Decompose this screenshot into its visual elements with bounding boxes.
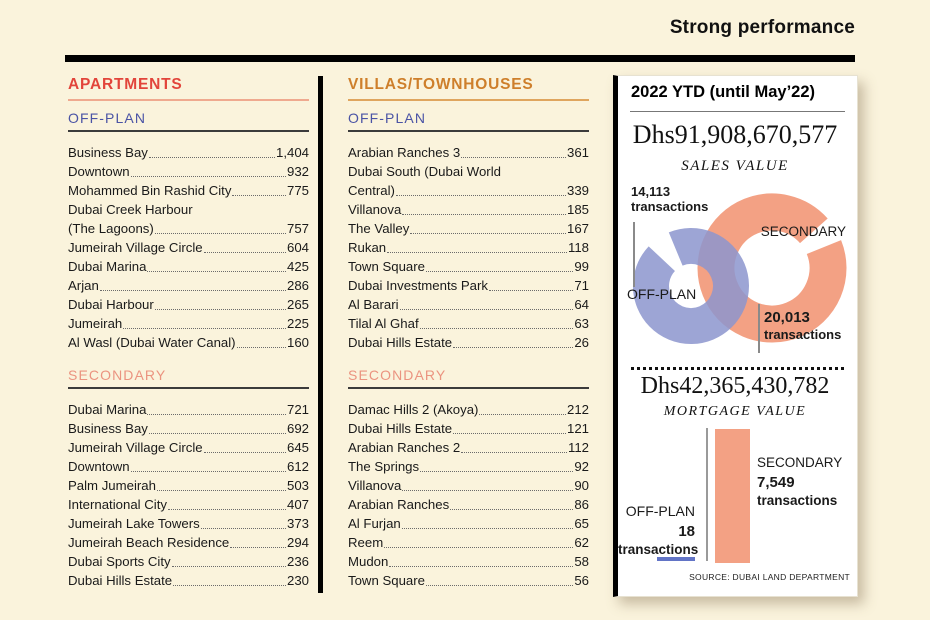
dotted-leader bbox=[232, 195, 286, 196]
area-value: 1,404 bbox=[275, 145, 309, 160]
apartments-title: APARTMENTS bbox=[68, 76, 309, 101]
area-name: Palm Jumeirah bbox=[68, 478, 156, 493]
area-value: 932 bbox=[286, 164, 309, 179]
page-title: Strong performance bbox=[669, 17, 855, 38]
list-item bbox=[68, 162, 309, 181]
panel-title-rule bbox=[630, 111, 845, 112]
mortgage-secondary-unit: transactions bbox=[757, 493, 838, 508]
list-item bbox=[68, 400, 309, 419]
area-value: 112 bbox=[567, 440, 589, 455]
sales-value-amount: Dhs91,908,670,577 bbox=[632, 120, 838, 149]
mortgage-secondary-name: SECONDARY bbox=[757, 455, 843, 470]
area-name: (The Lagoons) bbox=[68, 221, 154, 236]
list-item bbox=[348, 438, 589, 457]
area-value: 160 bbox=[286, 335, 309, 350]
area-name: Mudon bbox=[348, 554, 389, 569]
list-item bbox=[68, 314, 309, 333]
dotted-leader bbox=[400, 309, 574, 310]
offplan-callout-line bbox=[633, 222, 635, 287]
area-value: 121 bbox=[566, 421, 589, 436]
dotted-leader bbox=[410, 233, 566, 234]
area-name: Central) bbox=[348, 183, 395, 198]
area-name: Business Bay bbox=[68, 145, 148, 160]
area-name: Jumeirah Village Circle bbox=[68, 440, 203, 455]
mortgage-offplan-name: OFF-PLAN bbox=[625, 503, 695, 519]
list-item bbox=[68, 276, 309, 295]
list-item bbox=[68, 419, 309, 438]
area-value: 286 bbox=[286, 278, 309, 293]
sales-offplan-unit: transactions bbox=[631, 199, 709, 214]
list-item bbox=[68, 200, 309, 238]
bar-chart-axis bbox=[706, 428, 708, 561]
apartments-offplan-heading: OFF-PLAN bbox=[68, 110, 309, 132]
mortgage-bar-chart bbox=[618, 421, 852, 571]
area-value: 361 bbox=[566, 145, 589, 160]
list-item bbox=[68, 143, 309, 162]
area-value: 294 bbox=[286, 535, 309, 550]
area-name: Arabian Ranches 2 bbox=[348, 440, 461, 455]
area-value: 71 bbox=[574, 278, 589, 293]
villas-secondary-heading: SECONDARY bbox=[348, 367, 589, 389]
area-name: Jumeirah Village Circle bbox=[68, 240, 203, 255]
dotted-leader bbox=[387, 252, 567, 253]
area-name: Jumeirah Beach Residence bbox=[68, 535, 230, 550]
area-name: Tilal Al Ghaf bbox=[348, 316, 419, 331]
area-value: 604 bbox=[286, 240, 309, 255]
villas-offplan-list bbox=[348, 143, 589, 352]
apartments-column bbox=[68, 76, 309, 590]
area-value: 230 bbox=[286, 573, 309, 588]
list-item bbox=[68, 533, 309, 552]
mortgage-secondary-count: 7,549 bbox=[757, 474, 795, 491]
area-value: 212 bbox=[566, 402, 589, 417]
list-item bbox=[68, 514, 309, 533]
list-item bbox=[348, 200, 589, 219]
area-name: Town Square bbox=[348, 259, 425, 274]
list-item bbox=[68, 257, 309, 276]
source-credit: SOURCE: DUBAI LAND DEPARTMENT bbox=[689, 572, 850, 582]
dotted-leader bbox=[157, 490, 286, 491]
dotted-leader bbox=[155, 309, 286, 310]
area-name: Al Furjan bbox=[348, 516, 401, 531]
dotted-separator bbox=[631, 367, 844, 370]
area-name: Business Bay bbox=[68, 421, 148, 436]
area-name: Arabian Ranches bbox=[348, 497, 450, 512]
mortgage-offplan-count: 18 bbox=[678, 523, 695, 540]
apartments-offplan-list bbox=[68, 143, 309, 352]
dotted-leader bbox=[149, 157, 275, 158]
dotted-leader bbox=[402, 528, 574, 529]
dotted-leader bbox=[396, 195, 566, 196]
area-value: 92 bbox=[574, 459, 589, 474]
area-name: Dubai Marina bbox=[68, 402, 147, 417]
area-value: 425 bbox=[286, 259, 309, 274]
ytd-stats-panel bbox=[613, 75, 858, 597]
area-name: Al Barari bbox=[348, 297, 399, 312]
area-value: 63 bbox=[574, 316, 589, 331]
mortgage-secondary-label bbox=[757, 454, 842, 510]
list-item bbox=[68, 333, 309, 352]
list-item bbox=[348, 400, 589, 419]
sales-secondary-name: SECONDARY bbox=[760, 224, 846, 239]
sales-value-label: SALES VALUE bbox=[681, 158, 789, 174]
area-name: Jumeirah bbox=[68, 316, 123, 331]
secondary-callout-line bbox=[758, 304, 760, 353]
list-item bbox=[348, 333, 589, 352]
area-value: 64 bbox=[574, 297, 589, 312]
dotted-leader bbox=[149, 433, 286, 434]
area-value: 65 bbox=[574, 516, 589, 531]
sales-secondary-count-label bbox=[764, 309, 841, 343]
list-item-prefix: Dubai South (Dubai World bbox=[348, 164, 501, 179]
mortgage-offplan-label bbox=[618, 502, 699, 559]
area-value: 407 bbox=[286, 497, 309, 512]
list-item bbox=[348, 276, 589, 295]
list-item bbox=[348, 571, 589, 590]
list-item bbox=[348, 419, 589, 438]
dotted-leader bbox=[479, 414, 566, 415]
area-name: Downtown bbox=[68, 164, 130, 179]
area-value: 373 bbox=[286, 516, 309, 531]
villas-title: VILLAS/TOWNHOUSES bbox=[348, 76, 589, 101]
area-name: Dubai Investments Park bbox=[348, 278, 488, 293]
dotted-leader bbox=[461, 157, 566, 158]
area-value: 612 bbox=[286, 459, 309, 474]
area-name: Rukan bbox=[348, 240, 387, 255]
panel-title: 2022 YTD (until May’22) bbox=[631, 83, 816, 101]
mortgage-value-label: MORTGAGE VALUE bbox=[663, 404, 807, 419]
sales-offplan-count-label bbox=[631, 184, 708, 214]
area-name: International City bbox=[68, 497, 167, 512]
list-item bbox=[348, 162, 589, 200]
list-item bbox=[348, 238, 589, 257]
area-name: The Springs bbox=[348, 459, 420, 474]
apartments-secondary-heading: SECONDARY bbox=[68, 367, 309, 389]
area-name: Dubai Hills Estate bbox=[348, 335, 453, 350]
sales-offplan-count: 14,113 bbox=[631, 184, 671, 199]
dotted-leader bbox=[147, 414, 286, 415]
villas-column bbox=[348, 76, 589, 590]
dotted-leader bbox=[147, 271, 286, 272]
dotted-leader bbox=[420, 328, 574, 329]
dotted-leader bbox=[230, 547, 286, 548]
column-divider bbox=[318, 76, 323, 593]
list-item bbox=[348, 143, 589, 162]
list-item bbox=[348, 514, 589, 533]
list-item bbox=[68, 457, 309, 476]
list-item bbox=[348, 295, 589, 314]
dotted-leader bbox=[453, 347, 573, 348]
area-name: Dubai Harbour bbox=[68, 297, 154, 312]
area-value: 185 bbox=[566, 202, 589, 217]
dotted-leader bbox=[123, 328, 286, 329]
dotted-leader bbox=[453, 433, 566, 434]
headline-rule bbox=[65, 55, 855, 62]
dotted-leader bbox=[420, 471, 573, 472]
area-name: Dubai Marina bbox=[68, 259, 147, 274]
area-name: Dubai Hills Estate bbox=[348, 421, 453, 436]
dotted-leader bbox=[389, 566, 573, 567]
area-name: Town Square bbox=[348, 573, 425, 588]
dotted-leader bbox=[402, 490, 573, 491]
area-name: Arabian Ranches 3 bbox=[348, 145, 461, 160]
list-item bbox=[68, 295, 309, 314]
area-name: Reem bbox=[348, 535, 384, 550]
area-name: The Valley bbox=[348, 221, 410, 236]
dotted-leader bbox=[131, 176, 286, 177]
list-item bbox=[68, 552, 309, 571]
dotted-leader bbox=[204, 252, 286, 253]
area-value: 225 bbox=[286, 316, 309, 331]
list-item bbox=[348, 552, 589, 571]
list-item bbox=[348, 314, 589, 333]
area-name: Jumeirah Lake Towers bbox=[68, 516, 200, 531]
dotted-leader bbox=[384, 547, 573, 548]
mortgage-value-amount: Dhs42,365,430,782 bbox=[640, 373, 830, 399]
mortgage-offplan-unit: transactions bbox=[618, 542, 699, 557]
list-item bbox=[68, 495, 309, 514]
dotted-leader bbox=[204, 452, 286, 453]
list-item bbox=[68, 238, 309, 257]
dotted-leader bbox=[461, 452, 567, 453]
sales-secondary-count: 20,013 bbox=[764, 309, 810, 326]
area-name: Villanova bbox=[348, 478, 402, 493]
area-name: Damac Hills 2 (Akoya) bbox=[348, 402, 479, 417]
dotted-leader bbox=[489, 290, 573, 291]
area-name: Downtown bbox=[68, 459, 130, 474]
area-value: 503 bbox=[286, 478, 309, 493]
area-value: 62 bbox=[574, 535, 589, 550]
dotted-leader bbox=[168, 509, 286, 510]
dotted-leader bbox=[426, 585, 573, 586]
list-item bbox=[68, 476, 309, 495]
list-item bbox=[348, 495, 589, 514]
area-value: 775 bbox=[286, 183, 309, 198]
area-value: 236 bbox=[286, 554, 309, 569]
area-name: Dubai Sports City bbox=[68, 554, 171, 569]
dotted-leader bbox=[100, 290, 286, 291]
dotted-leader bbox=[237, 347, 286, 348]
area-value: 58 bbox=[574, 554, 589, 569]
dotted-leader bbox=[450, 509, 573, 510]
sales-donut-chart bbox=[618, 182, 852, 382]
area-value: 721 bbox=[286, 402, 309, 417]
list-item bbox=[348, 457, 589, 476]
area-name: Villanova bbox=[348, 202, 402, 217]
villas-secondary-list bbox=[348, 400, 589, 590]
villas-offplan-heading: OFF-PLAN bbox=[348, 110, 589, 132]
dotted-leader bbox=[201, 528, 286, 529]
list-item-prefix: Dubai Creek Harbour bbox=[68, 202, 193, 217]
dotted-leader bbox=[172, 566, 286, 567]
area-value: 167 bbox=[566, 221, 589, 236]
area-value: 26 bbox=[574, 335, 589, 350]
area-name: Arjan bbox=[68, 278, 99, 293]
area-value: 339 bbox=[566, 183, 589, 198]
area-value: 645 bbox=[286, 440, 309, 455]
list-item bbox=[68, 181, 309, 200]
area-name: Mohammed Bin Rashid City bbox=[68, 183, 232, 198]
area-value: 99 bbox=[574, 259, 589, 274]
list-item bbox=[68, 438, 309, 457]
secondary-bar bbox=[715, 429, 750, 563]
dotted-leader bbox=[426, 271, 573, 272]
list-item bbox=[348, 533, 589, 552]
area-value: 86 bbox=[574, 497, 589, 512]
area-value: 90 bbox=[574, 478, 589, 493]
dotted-leader bbox=[173, 585, 286, 586]
area-value: 692 bbox=[286, 421, 309, 436]
sales-secondary-unit: transactions bbox=[764, 327, 842, 342]
area-value: 265 bbox=[286, 297, 309, 312]
sales-offplan-name: OFF-PLAN bbox=[627, 286, 697, 302]
area-name: Dubai Hills Estate bbox=[68, 573, 173, 588]
list-item bbox=[348, 476, 589, 495]
dotted-leader bbox=[131, 471, 286, 472]
dotted-leader bbox=[155, 233, 286, 234]
area-name: Al Wasl (Dubai Water Canal) bbox=[68, 335, 236, 350]
list-item bbox=[348, 257, 589, 276]
apartments-secondary-list bbox=[68, 400, 309, 590]
area-value: 118 bbox=[567, 240, 589, 255]
list-item bbox=[348, 219, 589, 238]
dotted-leader bbox=[402, 214, 566, 215]
area-value: 757 bbox=[286, 221, 309, 236]
list-item bbox=[68, 571, 309, 590]
area-value: 56 bbox=[574, 573, 589, 588]
